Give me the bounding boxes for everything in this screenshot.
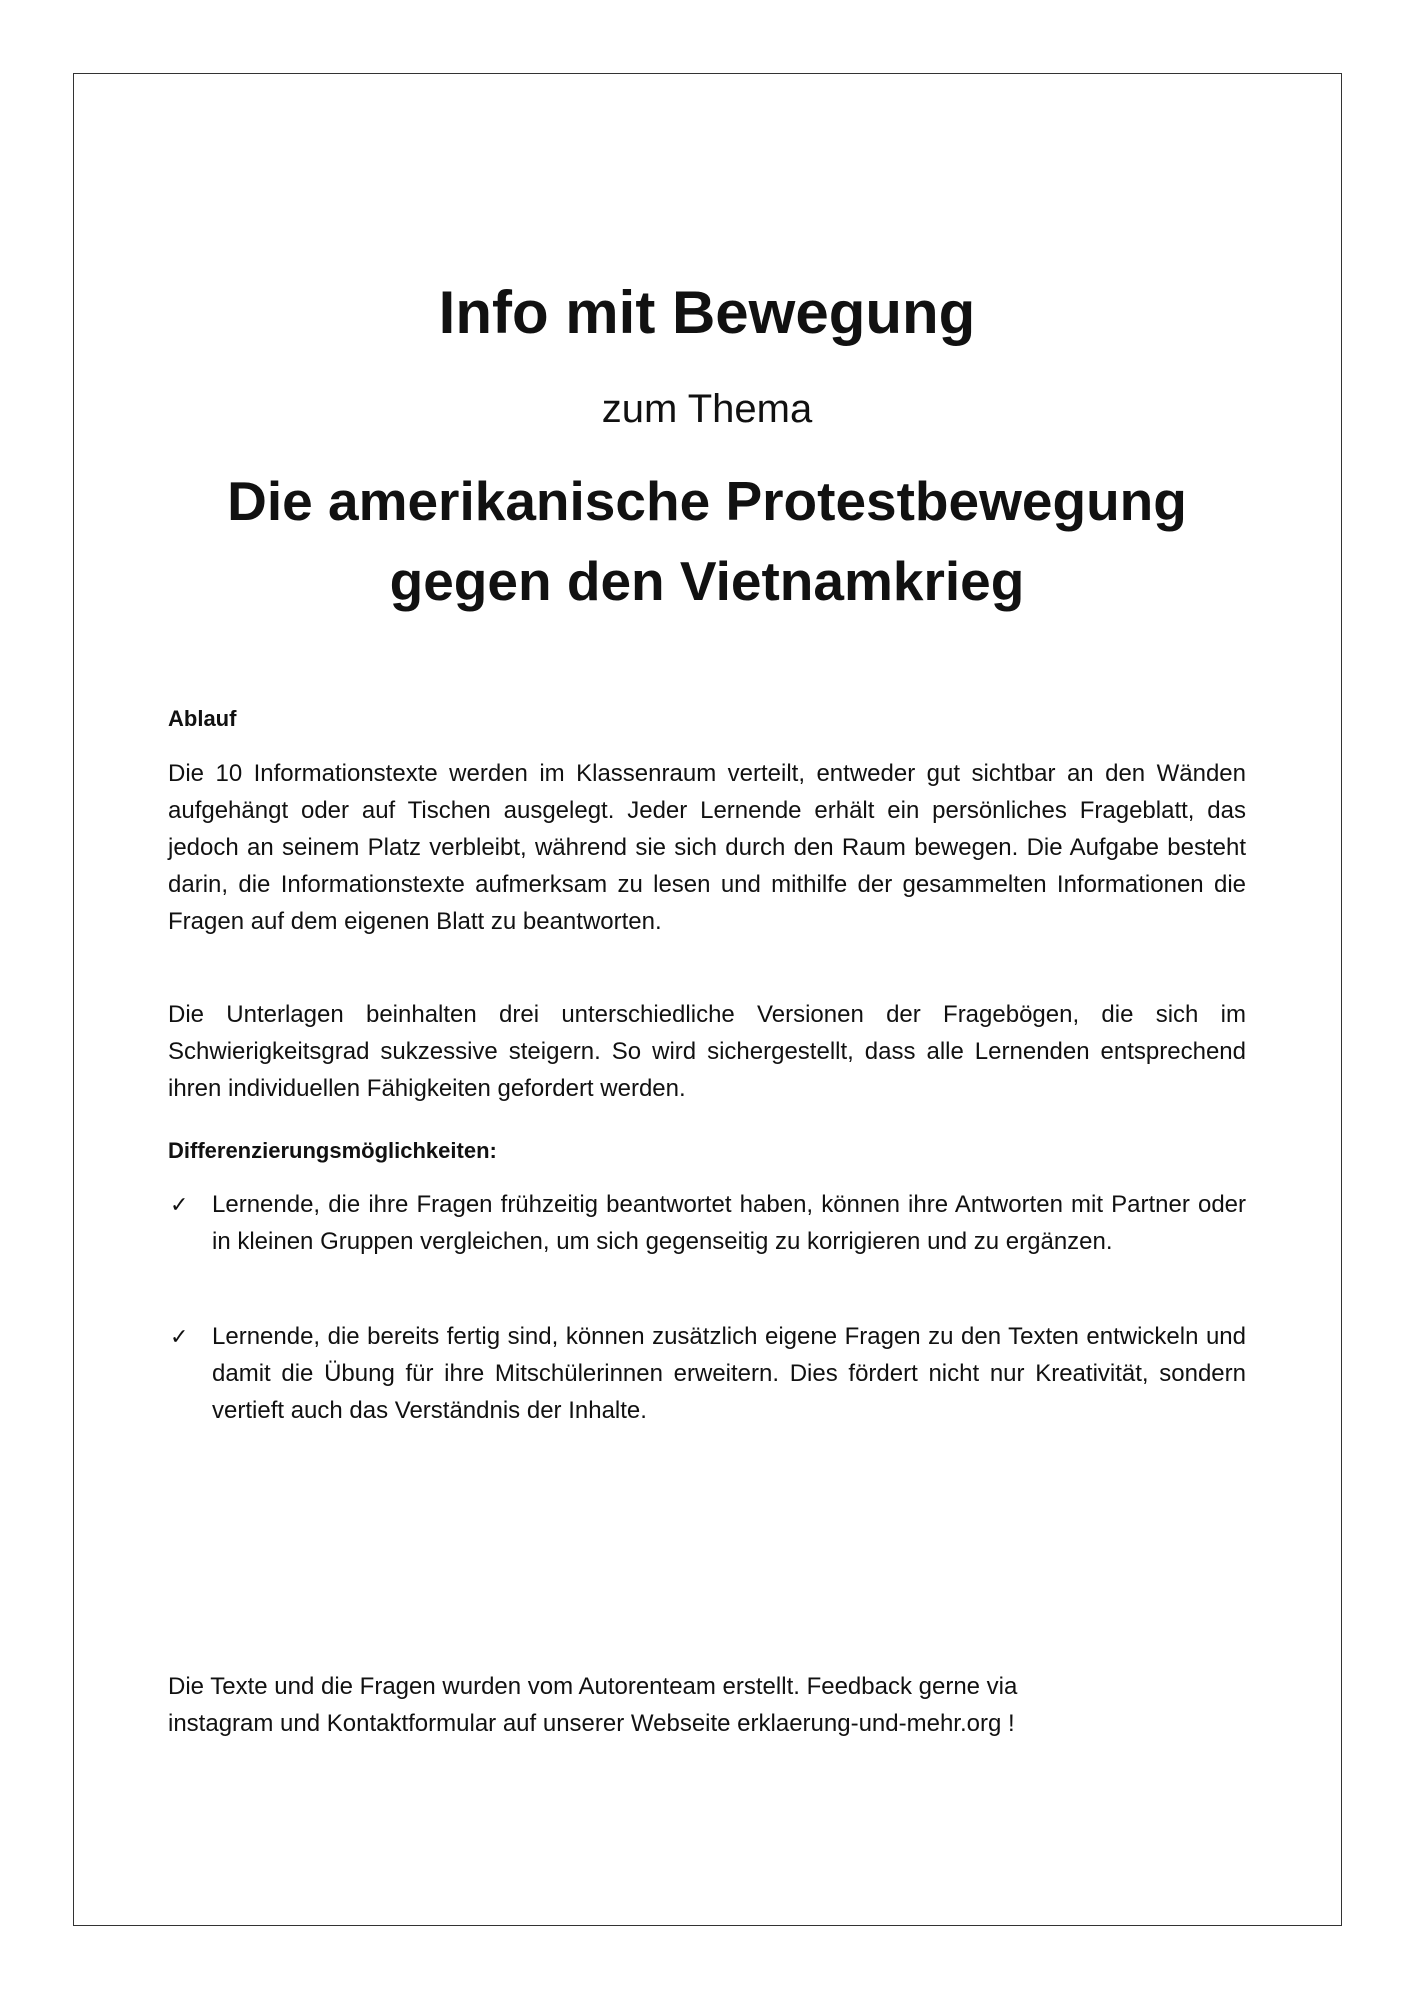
check-icon: ✓ <box>170 1324 189 1349</box>
differenzierung-heading: Differenzierungsmöglichkeiten: <box>168 1138 497 1163</box>
ablauf-paragraph-1-block <box>168 755 1246 940</box>
list-item-text: Lernende, die ihre Fragen frühzeitig beantwortet haben, können ihre Antworten mit Partner oder in kleinen Gruppen vergleichen, um sich gegenseitig zu korrigieren und zu ergänzen. <box>212 1191 1246 1255</box>
check-icon: ✓ <box>170 1192 189 1217</box>
differenzierung-list-1 <box>168 1186 1246 1260</box>
topic-line-2: gegen den Vietnamkrieg <box>389 549 1025 612</box>
differenzierung-heading-block <box>168 1132 1246 1169</box>
differenzierung-item-1-block <box>168 1186 1246 1260</box>
ablauf-paragraph-2: Die Unterlagen beinhalten drei unterschiedliche Versionen der Fragebögen, die sich im Schwierigkeitsgrad sukzessive steigern. So wird sichergestellt, dass alle Lernenden entsprechend ihren individuellen Fähigkeiten gefordert werden. <box>168 1001 1246 1102</box>
ablauf-heading-block <box>168 700 1246 737</box>
ablauf-paragraph-1: Die 10 Informationstexte werden im Klassenraum verteilt, entweder gut sichtbar an den Wänden aufgehängt oder auf Tischen ausgelegt. Jeder Lernende erhält ein persönliches Frageblatt, das jedoch an seinem Platz verbleibt, während sie sich durch den Raum bewegen. Die Aufgabe besteht darin, die Informationstexte aufmerksam zu lesen und mithilfe der gesammelten Informationen die Fragen auf dem eigenen Blatt zu beantworten. <box>168 760 1246 935</box>
list-item <box>168 1318 1246 1429</box>
document-topic <box>168 462 1246 622</box>
footer-line-2: instagram und Kontaktformular auf unserer Webseite erklaerung-und-mehr.org ! <box>168 1710 1015 1737</box>
topic-line-1: Die amerikanische Protestbewegung <box>227 470 1187 532</box>
footer-block <box>168 1668 1246 1742</box>
differenzierung-item-2-block <box>168 1318 1246 1429</box>
footer-line-1: Die Texte und die Fragen wurden vom Autorenteam erstellt. Feedback gerne via <box>168 1673 1018 1700</box>
list-item-text: Lernende, die bereits fertig sind, können zusätzlich eigene Fragen zu den Texten entwickeln und damit die Übung für ihre Mitschülerinnen erweitern. Dies fördert nicht nur Kreativität, sondern vertieft auch das Verständnis der Inhalte. <box>212 1323 1246 1424</box>
differenzierung-list-2 <box>168 1318 1246 1429</box>
document-title: Info mit Bewegung <box>438 279 976 346</box>
ablauf-paragraph-2-block <box>168 996 1246 1107</box>
ablauf-heading: Ablauf <box>168 706 237 731</box>
document-subtitle: zum Thema <box>601 387 813 431</box>
list-item <box>168 1186 1246 1260</box>
